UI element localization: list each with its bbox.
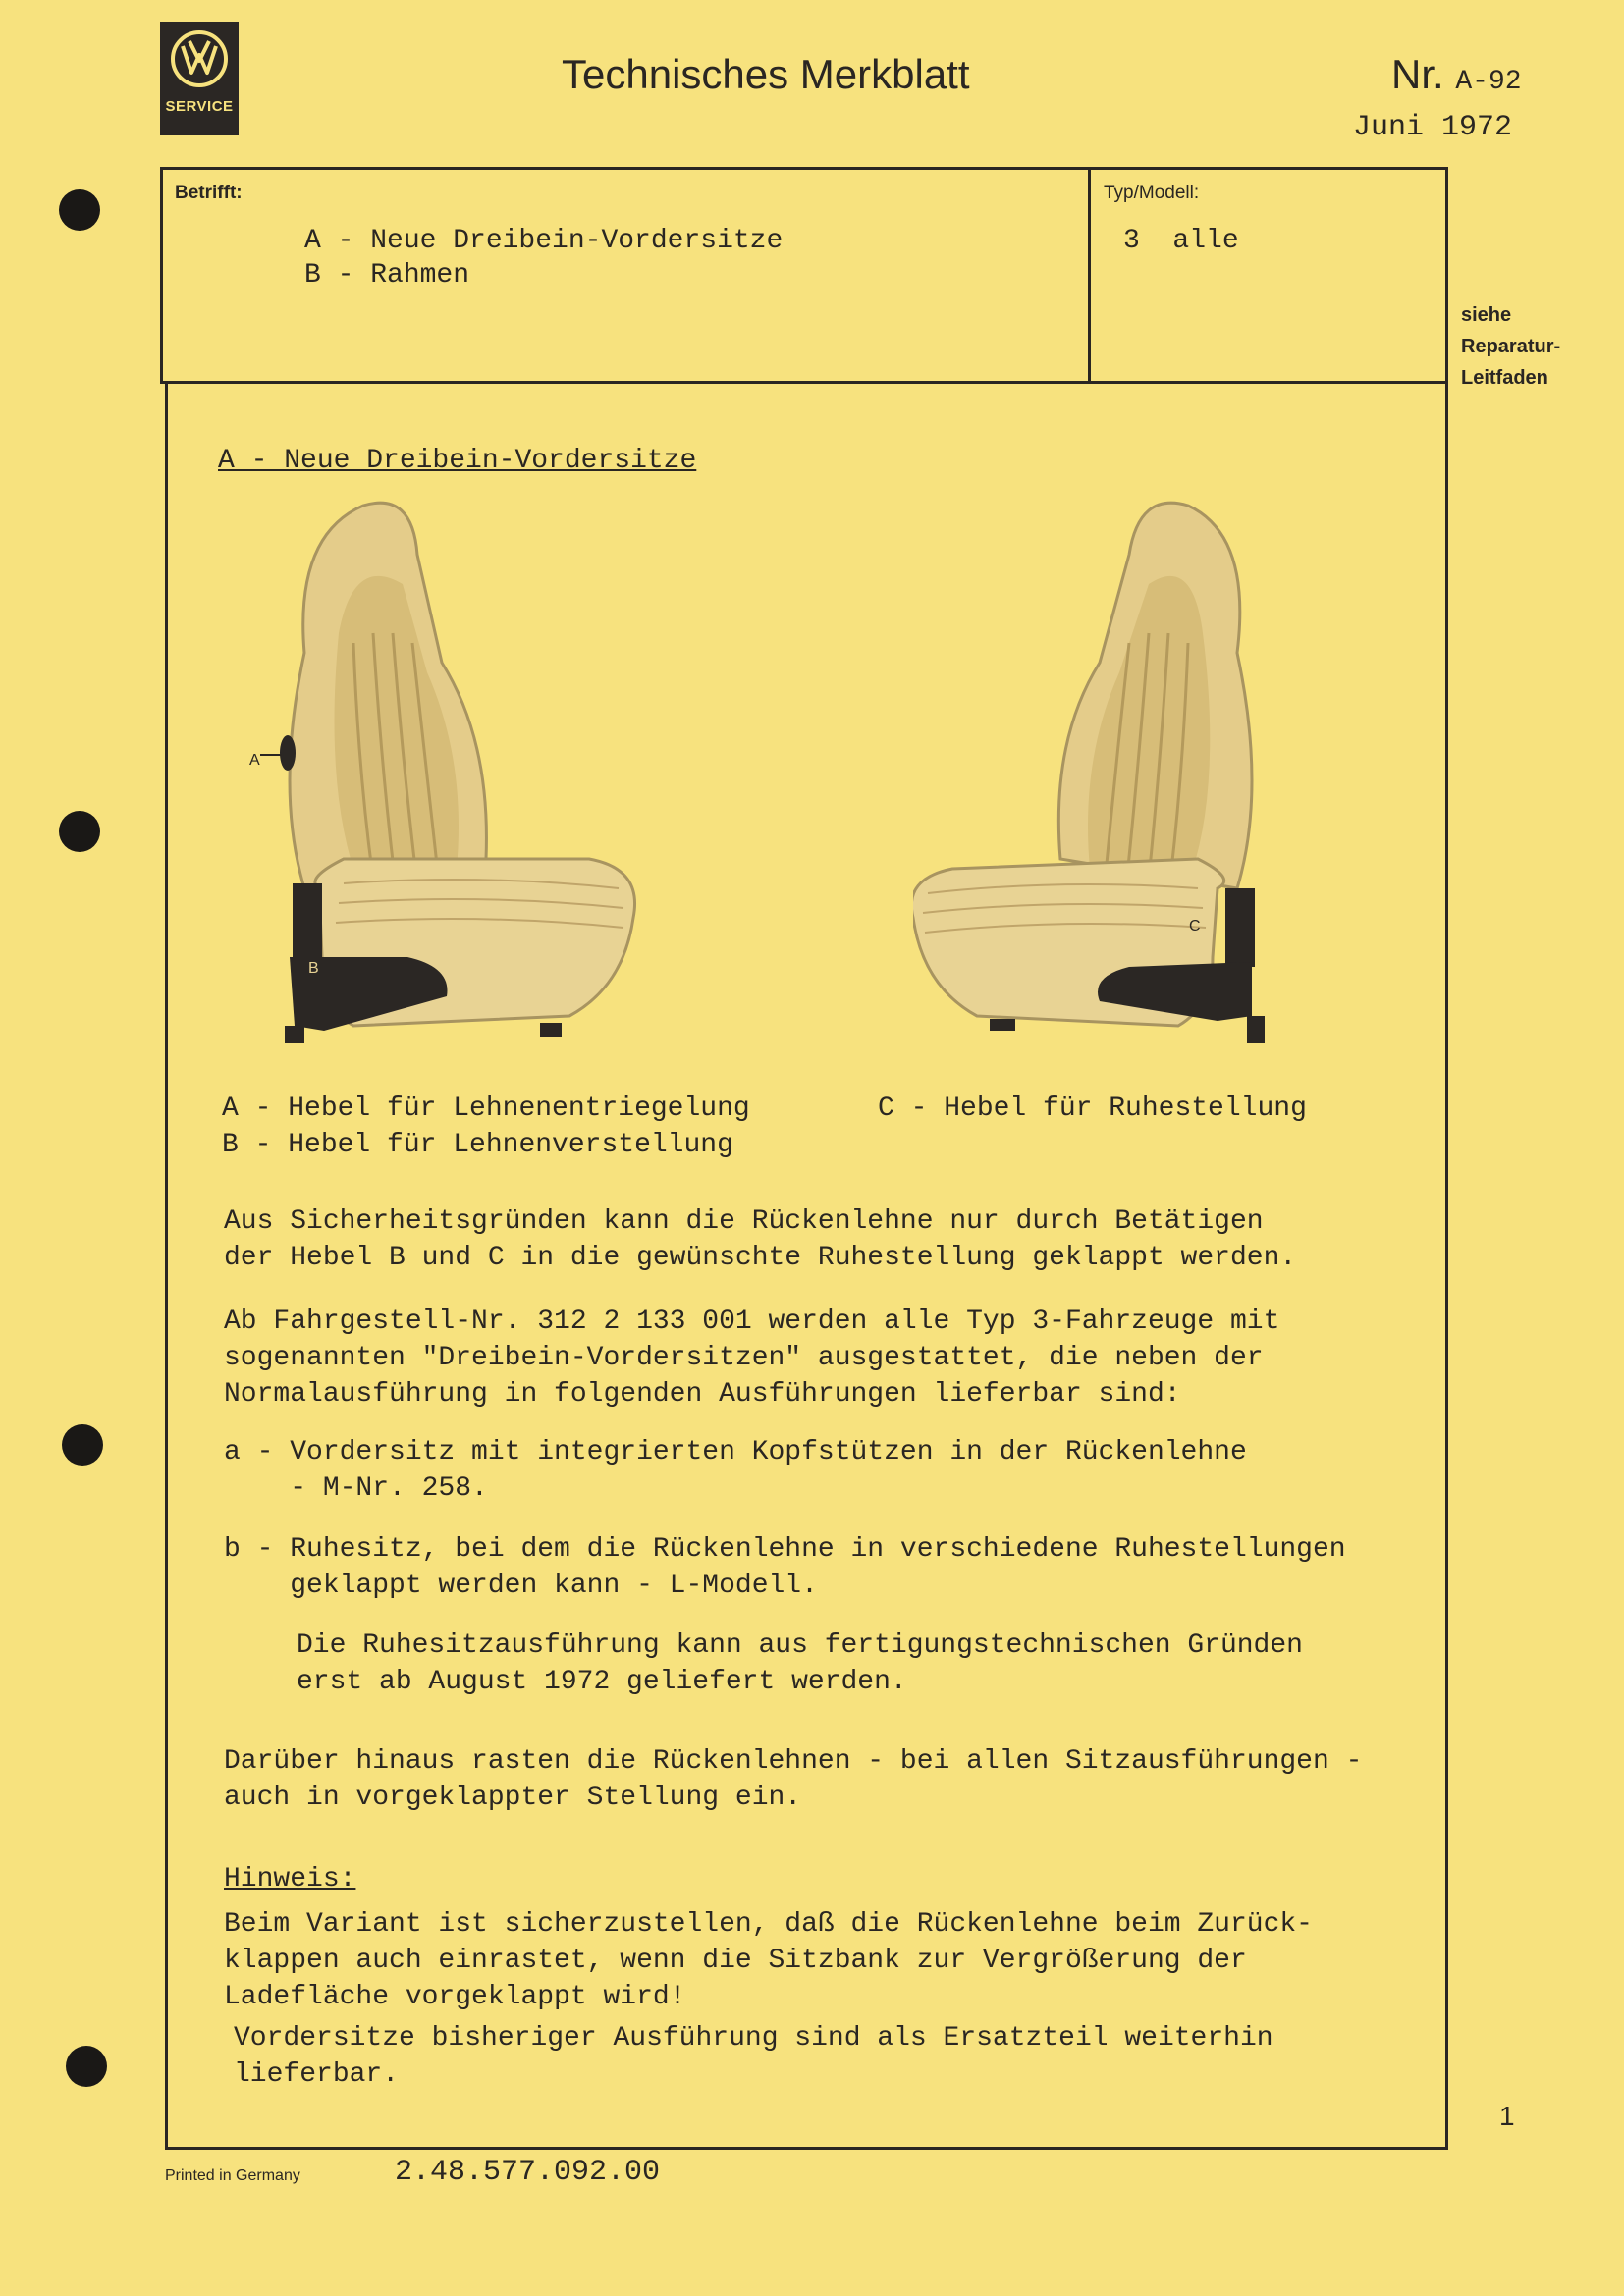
note-heading: Hinweis:	[224, 1864, 356, 1895]
figure-label-b: B	[308, 960, 319, 977]
side-note-line: Reparatur-	[1461, 336, 1561, 357]
figure-pointer-a	[260, 754, 282, 756]
side-note	[1461, 299, 1560, 394]
frame-divider	[1088, 167, 1091, 383]
caption-c: C - Hebel für Ruhestellung	[878, 1094, 1307, 1124]
subject-label: Betrifft:	[175, 183, 243, 203]
document-date: Juni 1972	[1353, 111, 1513, 144]
subject-line-b: B - Rahmen	[304, 260, 470, 291]
caption-a: A - Hebel für Lehnenentriegelung	[222, 1094, 750, 1124]
model-label: Typ/Modell:	[1104, 183, 1200, 203]
frame-left-lower	[165, 381, 168, 2150]
punch-hole	[59, 189, 100, 231]
model-value: 3 alle	[1123, 226, 1239, 256]
frame-bottom	[165, 2147, 1448, 2150]
page-number: 1	[1499, 2101, 1515, 2131]
list-item-b-note: Die Ruhesitzausführung kann aus fertigungstechnischen Gründen erst ab August 1972 geliefert werden.	[297, 1630, 1303, 1697]
number-value: A-92	[1455, 67, 1522, 97]
seat-right-image	[913, 496, 1296, 1045]
logo-service-text: SERVICE	[165, 98, 234, 115]
frame-left-upper	[160, 167, 163, 383]
document-number	[1391, 51, 1522, 98]
note-text: Beim Variant ist sicherzustellen, daß die Rückenlehne beim Zurück- klappen auch einrastet, wenn die Sitzbank zur Vergrößerung der Ladefläche vorgeklappt wird!	[224, 1909, 1313, 2012]
frame-right	[1445, 167, 1448, 2150]
paragraph-safety: Aus Sicherheitsgründen kann die Rückenlehne nur durch Betätigen der Hebel B und C in die gewünschte Ruhestellung geklappt werden.	[224, 1206, 1297, 1273]
frame-top	[160, 167, 1448, 170]
figure-label-a: A	[249, 752, 260, 769]
caption-b: B - Hebel für Lehnenverstellung	[222, 1130, 733, 1160]
list-item-b: b - Ruhesitz, bei dem die Rückenlehne in verschiedene Ruhestellungen geklappt werden kann - L-Modell.	[224, 1534, 1346, 1601]
paragraph-detent: Darüber hinaus rasten die Rückenlehnen - bei allen Sitzausführungen - auch in vorgeklappter Stellung ein.	[224, 1746, 1363, 1813]
paragraph-chassis: Ab Fahrgestell-Nr. 312 2 133 001 werden alle Typ 3-Fahrzeuge mit sogenannten "Dreibein-Vordersitzen" ausgestattet, die neben der Normalausführung in folgenden Ausführungen lieferbar sind:	[224, 1307, 1280, 1410]
footer-code: 2.48.577.092.00	[395, 2156, 661, 2189]
punch-hole	[62, 1424, 103, 1466]
punch-hole	[59, 811, 100, 852]
list-item-a: a - Vordersitz mit integrierten Kopfstützen in der Rückenlehne - M-Nr. 258.	[224, 1437, 1247, 1504]
section-heading: A - Neue Dreibein-Vordersitze	[218, 446, 697, 476]
footer-printed: Printed in Germany	[165, 2167, 300, 2184]
punch-hole	[66, 2046, 107, 2087]
document-title: Technisches Merkblatt	[562, 51, 970, 97]
vw-service-logo	[160, 22, 239, 135]
vw-logo-icon	[170, 29, 229, 88]
frame-subject-bottom	[160, 381, 1448, 384]
side-note-line: Leitfaden	[1461, 367, 1548, 389]
subject-line-a: A - Neue Dreibein-Vordersitze	[304, 226, 784, 256]
figure-label-c: C	[1189, 918, 1201, 934]
side-note-line: siehe	[1461, 304, 1512, 326]
number-prefix: Nr.	[1391, 51, 1444, 97]
paragraph-spare-parts: Vordersitze bisheriger Ausführung sind als Ersatzteil weiterhin lieferbar.	[234, 2023, 1273, 2090]
seat-left-image	[245, 496, 658, 1045]
